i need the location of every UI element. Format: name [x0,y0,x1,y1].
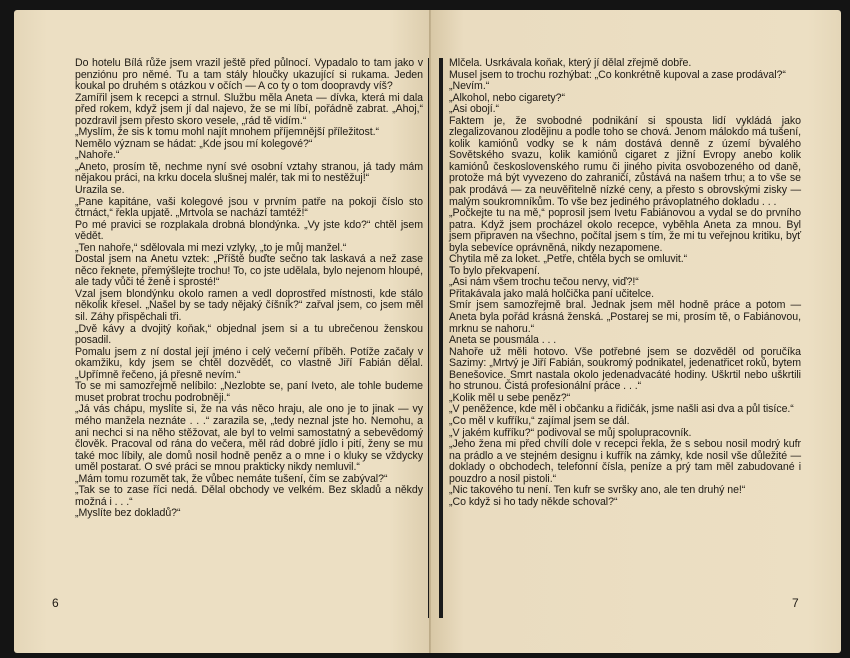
paragraph: „Jeho žena mi před chvílí dole v recepci řekla, že s sebou nosil modrý kufr na prádlo a ve stejném designu i kufřík na zámky, kde nosil vše důležité — doklady o obchodech, telefonní čísla, peníze a prý tam měl zabudované i pouzdro a nosil pistoli.“ [449,438,801,485]
paragraph: „Dvě kávy a dvojitý koňak,“ objednal jsem si a tu ubrečenou ženskou posadil. [75,322,423,347]
right-page-text [449,58,801,508]
paragraph: Musel jsem to trochu rozhýbat: „Co konkrétně kupoval a zase prodával?“ [449,68,786,81]
page-number: 6 [52,596,59,610]
paragraph: „Asi nám všem trochu tečou nervy, viď?!“ [449,276,639,289]
left-page-text [75,58,423,520]
paragraph: Pomalu jsem z ní dostal její jméno i celý večerní příběh. Potíže začaly v okamžiku, kdy jsem se chtěl dozvědět, co vlastně Jiří Fabián dělal. „Upřímně řečeno, já přesně nevím.“ [75,345,423,381]
paragraph: Smír jsem samozřejmě bral. Jednak jsem měl hodně práce a potom — Aneta byla pořád krásná ženská. „Postarej se mi, prosím tě, o Fabiánovou, mrknu se nahoru.“ [449,299,801,335]
paragraph: Zamířil jsem k recepci a strnul. Službu měla Aneta — dívka, která mi dala před rokem, když jsem jí dal najevo, že se mi líbí, pořádně zabrat. „Ahoj,“ pozdravil jsem přesto skoro vesele, „rád tě vidím.“ [75,91,423,127]
paragraph: „Já vás chápu, myslíte si, že na vás něco hraju, ale ono je to jinak — vy mého manžela neznáte . . .“ zarazila se, „tedy neznal jste ho. Nemohu, a ani nechci si na něho stěžovat, ale byl to velmi samostatný a sebevědomý člověk. Pracoval od rána do večera, měl rád dobré jídlo i pití, ženy se mu také moc líbily, ale domů nosil hodně peněz a o mne i o kluky se vždycky uměl postarat. O své práci se mnou prakticky nikdy nemluvil.“ [75,403,423,474]
paragraph: Po mé pravici se rozplakala drobná blondýnka. „Vy jste kdo?“ chtěl jsem vědět. [75,218,423,243]
paragraph: „Co když si ho tady někde schoval?“ [449,495,618,508]
vertical-rule [439,58,443,618]
paragraph: „Ten nahoře,“ sdělovala mi mezi vzlyky, „to je můj manžel.“ [75,241,347,254]
paragraph: Mlčela. Usrkávala koňak, který jí dělal zřejmě dobře. [449,57,692,69]
paragraph: „Asi obojí.“ [449,103,500,116]
paragraph: „Tak se to zase říci nedá. Dělal obchody ve velkém. Bez skladů a někdy možná i . . .“ [75,484,423,508]
paragraph: „Co měl v kufříku,“ zajímal jsem se dál. [449,414,630,427]
paragraph: Faktem je, že svobodné podnikání si spousta lidí vykládá jako zlegalizovanou zlodějinu a podle toho se chová. Jenom málokdo má tušení, kolik kamiónů vodky se k nám dostává denně z území bývalého Sovětského svazu, kolik kamiónů cigaret z jižní Evropy anebo kolik kamiónů československého rumu či jiného pivita osvobozeného od daně, protože má být vyvezeno do zahraničí, zůstává na našem trhu; a to vše se pak prodává — za neuvěřitelně nízké ceny, a přesto s obrovskými zisky — malým soukromníkům. To vše bez jediného právoplatného dokladu . . . [449,114,801,208]
paragraph: Nemělo význam se hádat: „Kde jsou mí kolegové?“ [75,137,313,150]
right-page [431,10,841,653]
paragraph: „Mám tomu rozumět tak, že vůbec nemáte tušení, čím se zabýval?“ [75,472,388,485]
paragraph: „Alkohol, nebo cigarety?“ [449,91,565,104]
paragraph: „Pane kapitáne, vaši kolegové jsou v prvním patře na pokoji číslo sto čtrnáct,“ řekla upjatě. „Mrtvola se nachází tamtéž!“ [75,195,423,220]
paragraph: „V jakém kufříku?“ podivoval se můj spolupracovník. [449,426,692,439]
paragraph: „Nahoře.“ [75,149,120,162]
paragraph: „Počkejte tu na mě,“ poprosil jsem Ivetu Fabiánovou a vydal se do prvního patra. Když jsem procházel okolo recepce, vyběhla Aneta za mnou. Byl jsem připraven na všechno, počítal jsem s tím, že mi tu veřejnou kritiku, byť byla sebevíce oprávněná, nikdy nezapomene. [449,207,801,254]
paragraph: „Nic takového tu není. Ten kufr se svršky ano, ale ten druhý ne!“ [449,484,746,497]
paragraph: Nahoře už měli hotovo. Vše potřebné jsem se dozvěděl od poručíka Sazimy: „Mrtvý je Jiří Fabián, soukromý podnikatel, jedenatřicet roků, bytem Benešovice. Smrt nastala okolo jedenadvacáté hodiny. Uškrtil nebo uškrtili ho strunou. Čistá profesionální práce . . .“ [449,345,801,393]
paragraph: „Aneto, prosím tě, nechme nyní své osobní vztahy stranou, já tady mám nějakou práci, na krku docela slušnej malér, tak mi to nestěžuj!“ [75,160,423,185]
paragraph: To bylo překvapení. [449,264,540,277]
paragraph: To se mi samozřejmě nelíbilo: „Nezlobte se, paní Iveto, ale tohle budeme muset probrat trochu podrobněji.“ [75,380,423,404]
paragraph: „Myslíte bez dokladů?“ [75,507,181,520]
paragraph: Přitakávala jako malá holčička paní učitelce. [449,287,655,300]
page-number: 7 [792,596,799,610]
paragraph: Chytila mě za loket. „Petře, chtěla bych se omluvit.“ [449,253,688,266]
paragraph: Do hotelu Bílá růže jsem vrazil ještě před půlnocí. Vypadalo to tam jako v penziónu pro němé. Tu a tam stály hloučky ukazující si rukama. Jeden koukal po druhém s otázkou v očích — A co ty o tom doopravdy víš? [75,57,423,93]
left-page [14,10,431,653]
paragraph: Aneta se pousmála . . . [449,334,557,347]
paragraph: Urazila se. [75,184,125,197]
paragraph: „Kolik měl u sebe peněz?“ [449,391,571,404]
paragraph: Vzal jsem blondýnku okolo ramen a vedl doprostřed místnosti, kde stálo několik křesel. „Našel by se tady nějaký číšník?“ zařval jsem, co jsem měl sil. Záhy přispěchali tři. [75,287,423,324]
paragraph: Dostal jsem na Anetu vztek: „Příště buďte sečno tak laskavá a než zase něco řeknete, přemýšlejte trochu! To, co jste udělala, bylo nejenom hloupé, ale tady vůči té ženě i sprosté!“ [75,253,423,289]
paragraph: „V peněžence, kde měl i občanku a řidičák, jsme našli asi dva a půl tisíce.“ [449,403,794,416]
paragraph: „Myslím, že sis k tomu mohl najít mnohem příjemnější příležitost.“ [75,126,380,139]
paragraph: „Nevím.“ [449,80,490,93]
